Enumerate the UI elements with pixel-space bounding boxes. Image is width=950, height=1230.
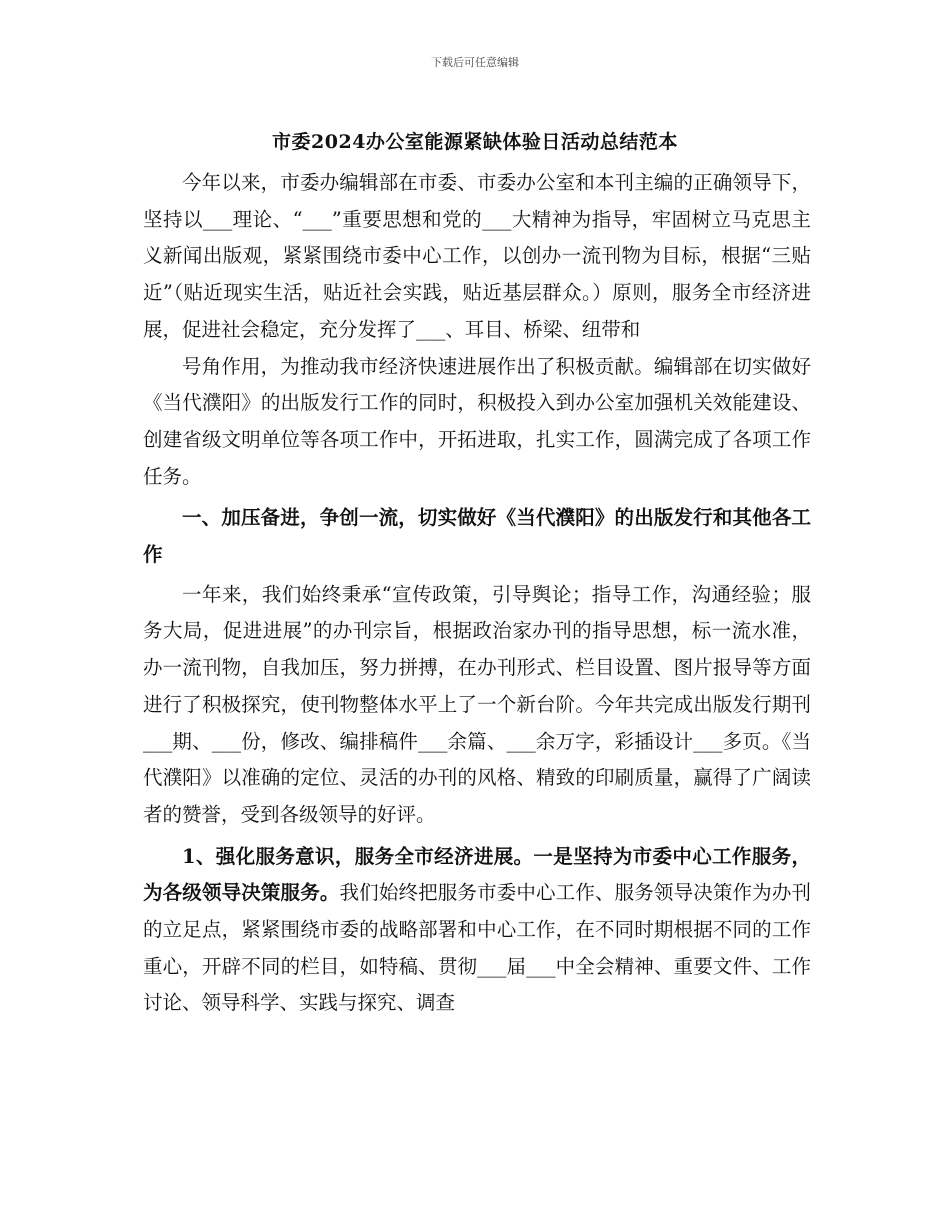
- paragraph-intro: 今年以来，市委办编辑部在市委、市委办公室和本刊主编的正确领导下，坚持以___理论、“___”重要思想和党的___大精神为指导，牢固树立马克思主义新闻出版观，紧紧围绕市委中心工作，以创办一流刊物为目标，根据“三贴近”（贴近现实生活，贴近社会实践，贴近基层群众。）原则，服务全市经济进展，促进社会稳定，充分发挥了___、耳目、桥梁、纽带和: [143, 171, 811, 341]
- subsection-lead-bold: 1、强化服务意识，服务全市经济进展。一是坚持为市委中心工作服务，为各级领导决策服务。: [143, 844, 811, 905]
- header-note: 下载后可任意编辑: [431, 56, 519, 69]
- paragraph-continuation: 号角作用，为推动我市经济快速进展作出了积极贡献。编辑部在切实做好《当代濮阳》的出版发行工作的同时，积极投入到办公室加强机关效能建设、创建省级文明单位等各项工作中，开拓进取，扎实工作，圆满完成了各项工作任务。: [143, 354, 811, 488]
- section-heading-1: 一、加压备进，争创一流，切实做好《当代濮阳》的出版发行和其他各工作: [143, 506, 811, 567]
- document-title: 市委2024办公室能源紧缺体验日活动总结范本: [272, 131, 678, 153]
- document-body: [143, 165, 811, 1022]
- subsection-text: 我们始终把服务市委中心工作、服务领导决策作为办刊的立足点，紧紧围绕市委的战略部署和中心工作，在不同时期根据不同的工作重心，开辟不同的栏目，如特稿、贯彻___届___中全会精神、重要文件、工作讨论、领导科学、实践与探究、调查: [143, 881, 811, 1015]
- paragraph-section-1: 一年来，我们始终秉承“宣传政策，引导舆论；指导工作，沟通经验；服务大局，促进进展”的办刊宗旨，根据政治家办刊的指导思想，标一流水准，办一流刊物，自我加压，努力拼搏，在办刊形式、栏目设置、图片报导等方面进行了积极探究，使刊物整体水平上了一个新台阶。今年共完成出版发行期刊___期、___份，修改、编排稿件___余篇、___余万字，彩插设计___多页。《当代濮阳》以准确的定位、灵活的办刊的风格、精致的印刷质量，赢得了广阔读者的赞誉，受到各级领导的好评。: [143, 582, 811, 826]
- paragraph-subsection-1: [143, 839, 811, 1023]
